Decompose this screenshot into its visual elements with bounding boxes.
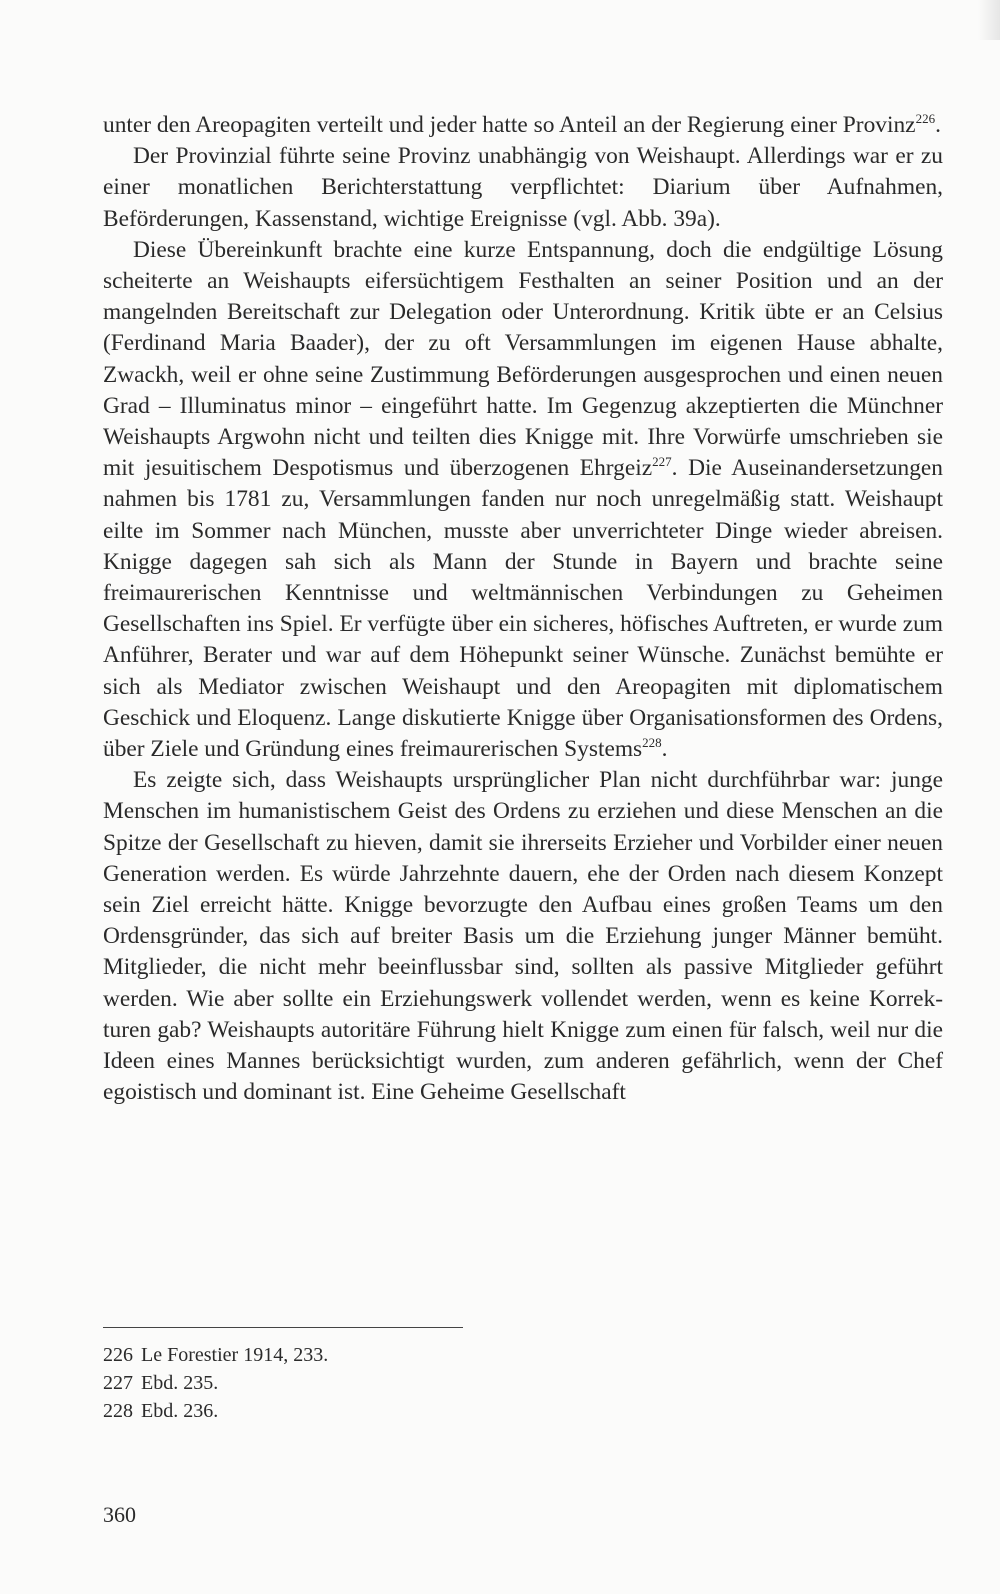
footnote-226 [103,1341,703,1369]
main-text [103,110,943,1109]
paragraph-2-text: Der Provinzial führte seine Provinz unabhängig von Weishaupt. Allerdings war er zu einer monatlichen Berichterstattung verpflichtet: Diarium über Aufnahmen, Beförderungen, Kassenstand, wichtige Ereignisse (vgl. Abb. 39a). [103,143,943,232]
footnote-ref-227: 227 [652,454,672,470]
paragraph-1-tail: . [935,112,941,138]
page-number: 360 [103,1502,136,1527]
footnote-number: 228 [103,1400,133,1422]
paragraph-4 [103,765,943,1108]
paragraph-2 [103,141,943,235]
paragraph-1-text: unter den Areopagiten verteilt und jeder hatte so Anteil an der Regierung einer Provinz [103,112,916,138]
footnote-text: Ebd. 235. [141,1372,219,1394]
paragraph-3-text: Diese Übereinkunft brachte eine kurze Entspannung, doch die endgültige Lösung scheiterte an Weishaupts eifersüchtigem Festhalten an seiner Position und an der mangelnden Bereitschaft zur Delegation oder Unterordnung. Kritik übte er an Celsius (Ferdinand Maria Baader), der zu oft Versammlungen im eigenen Hause abhalte, Zwackh, weil er ohne seine Zustimmung Beförderungen ausgesprochen und einen neuen Grad – Illuminatus minor – eingeführt hatte. Im Gegenzug akzeptierten die Münchner Weishaupts Argwohn nicht und teilten dies Knigge mit. Ihre Vorwürfe umschrieben sie mit jesuitischem Despotismus und überzogenen Ehrgeiz [103,236,943,482]
paragraph-3-continued: . Die Auseinandersetzungen nahmen bis 1781 zu, Versammlungen fanden nur noch unregelmäßig statt. Weishaupt eilte im Sommer nach München, musste aber unverrichteter Dinge wieder abreisen. Knigge dagegen sah sich als Mann der Stunde in Bayern und brachte seine freimaurerischen Kenntnisse und weltmännischen Verbindungen zu Geheimen Gesellschaften ins Spiel. Er verfügte über ein sicheres, höfisches Auftreten, er wurde zum Anführer, Berater und war auf dem Höhepunkt seiner Wünsche. Zunächst bemühte er sich als Mediator zwischen Weishaupt und den Areopagiten mit diplomatischem Geschick und Eloquenz. Lange diskutierte Knigge über Organisationsformen des Ordens, über Ziele und Gründung eines freimaurerischen Systems [103,455,943,763]
footnote-divider [103,1327,463,1328]
footnote-text: Le Forestier 1914, 233. [141,1344,329,1366]
footnote-ref-228: 228 [642,735,662,751]
footnote-228 [103,1397,703,1425]
paragraph-1 [103,110,943,141]
footnote-text: Ebd. 236. [141,1400,219,1422]
paragraph-4-text: Es zeigte sich, dass Weishaupts ursprünglicher Plan nicht durchführbar war: junge Menschen im humanistischem Geist des Ordens zu erziehen und diese Menschen an die Spitze der Gesellschaft zu hieven, damit sie ihrerseits Erzieher und Vorbilder einer neuen Generation werden. Es würde Jahrzehnte dauern, ehe der Orden nach diesem Konzept sein Ziel erreicht hätte. Knigge bevorzugte den Aufbau eines großen Teams um den Ordensgründer, das sich auf breiter Basis um die Erziehung junger Männer bemüht. Mitglieder, die nicht mehr beeinflussbar sind, sollten als passive Mitglieder geführt werden. Wie aber sollte ein Erziehungswerk vollendet werden, wenn es keine Korrekturen gab? Weishaupts autoritäre Führung hielt Knigge zum einen für falsch, weil nur die Ideen eines Mannes berücksichtigt wurden, zum anderen gefährlich, wenn der Chef egoistisch und dominant ist. Eine Geheime Gesellschaft [103,767,943,1106]
footnote-227 [103,1369,703,1397]
footnote-ref-226: 226 [915,111,936,127]
footnotes [103,1341,703,1425]
footnote-number: 226 [103,1344,133,1366]
page-edge-shadow [978,0,1000,40]
paragraph-3 [103,235,943,765]
paragraph-3-tail: . [661,736,668,763]
footnote-number: 227 [103,1372,133,1394]
